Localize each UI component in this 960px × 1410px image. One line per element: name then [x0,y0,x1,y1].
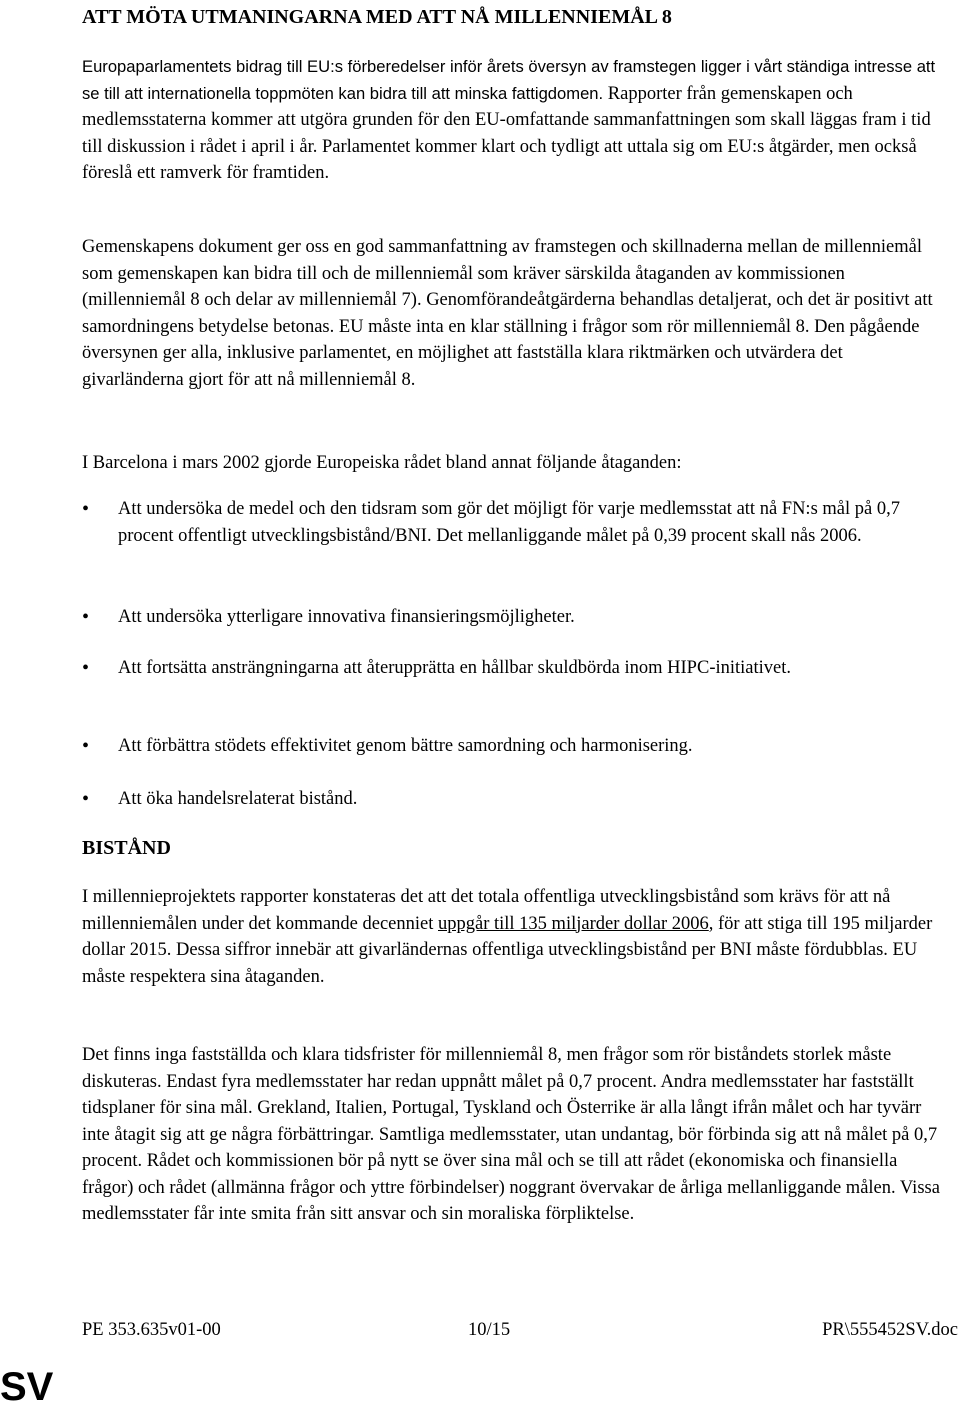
section-heading-bistand: BISTÅND [82,837,171,859]
community-document-paragraph: Gemenskapens dokument ger oss en god sammanfattning av framstegen och skillnaderna mellan de millenniemål som gemenskapen kan bidra till och de millenniemål som kräver särskilda åtaganden av kommissionen (millenniemål 8 och delar av millenniemål 7). Genomförandeåtgärderna behandlas detaljerat, och det är positivt att samordningens betydelse betonas. EU måste inta en klar ställning i frågor som rör millenniemål 8. Den pågående översynen ger alla, inklusive parlamentet, en möjlighet att fastställa klara riktmärken och utvärdera det givarländerna gjort för att nå millenniemål 8. [82,237,933,390]
language-code: SV [0,1365,54,1409]
intro-paragraph [82,54,940,187]
intro-sentence-3: Parlamentet kommer klart och tydligt att uttala sig om EU:s åtgärder, men också föreslå ett ramverk för framtiden. [82,136,917,183]
aid-text-after: , för att stiga till 195 miljarder dollar 2015. Dessa siffror innebär att givarländernas offentliga utvecklingsbistånd per BNI måste fördubblas. EU måste respektera sina åtaganden. [82,913,933,987]
footer-document-reference: PE 353.635v01-00 [82,1320,221,1340]
commitment-text: Att fortsätta ansträngningarna att återupprätta en hållbar skuldbörda inom HIPC-initiativet. [118,658,792,678]
footer-page-number: 10/15 [468,1320,511,1340]
bullet-icon: • [82,606,90,628]
bullet-icon: • [82,498,90,520]
page-heading: ATT MÖTA UTMANINGARNA MED ATT NÅ MILLENNIEMÅL 8 [82,6,672,28]
aid-text-before: I millennieprojektets rapporter konstateras det att det totala offentliga utvecklingsbistånd som krävs för att nå millenniemålen under det kommande decenniet [82,887,891,934]
barcelona-paragraph: I Barcelona i mars 2002 gjorde Europeiska rådet bland annat följande åtaganden: [82,453,682,473]
commitment-text: Att förbättra stödets effektivitet genom bättre samordning och harmonisering. [118,736,693,756]
millennium-project-paragraph [82,884,940,990]
intro-sentence-1: Europaparlamentets bidrag till EU:s förberedelser inför årets översyn av framstegen ligger i vårt ständiga intresse att se till att internationella toppmöten kan bidra till att minska fattigdomen. [82,57,936,103]
intro-sentence-2: Rapporter från gemenskapen och medlemsstaterna kommer att utgöra grunden för den EU-omfattande sammanfattningen som skall läggas fram i tid till diskussion i rådet i april i år. [82,83,931,157]
aid-amount-underlined: uppgår till 135 miljarder dollar 2006 [438,913,709,934]
bullet-icon: • [82,657,90,679]
footer-file-name: PR\555452SV.doc [822,1320,958,1340]
commitment-text: Att undersöka de medel och den tidsram som gör det möjligt för varje medlemsstat att nå FN:s mål på 0,7 procent offentligt utvecklingsbistånd/BNI. Det mellanliggande målet på 0,39 procent skall nås 2006. [118,499,900,546]
bullet-icon: • [82,735,90,757]
deadlines-paragraph: Det finns inga fastställda och klara tidsfrister för millenniemål 8, men frågor som rör biståndets storlek måste diskuteras. Endast fyra medlemsstater har redan uppnått målet på 0,7 procent. Andra medlemsstater har fastställt tidsplaner för sina mål. Grekland, Italien, Portugal, Tyskland och Österrike är alla långt ifrån målet och har tyvärr inte åtagit sig att ge några förbättringar. Samtliga medlemsstater, utan undantag, bör förbinda sig att nå målet på 0,7 procent. Rådet och kommissionen bör på nytt se över sina mål och se till att rådet (ekonomiska och finansiella frågor) och rådet (allmänna frågor och yttre förbindelser) noggrant övervakar de årliga mellanliggande målen. Vissa medlemsstater får inte smita från sitt ansvar och sin moraliska förpliktelse. [82,1045,940,1224]
commitment-text: Att öka handelsrelaterat bistånd. [118,789,358,809]
bullet-icon: • [82,788,90,810]
commitment-text: Att undersöka ytterligare innovativa finansieringsmöjligheter. [118,607,575,627]
